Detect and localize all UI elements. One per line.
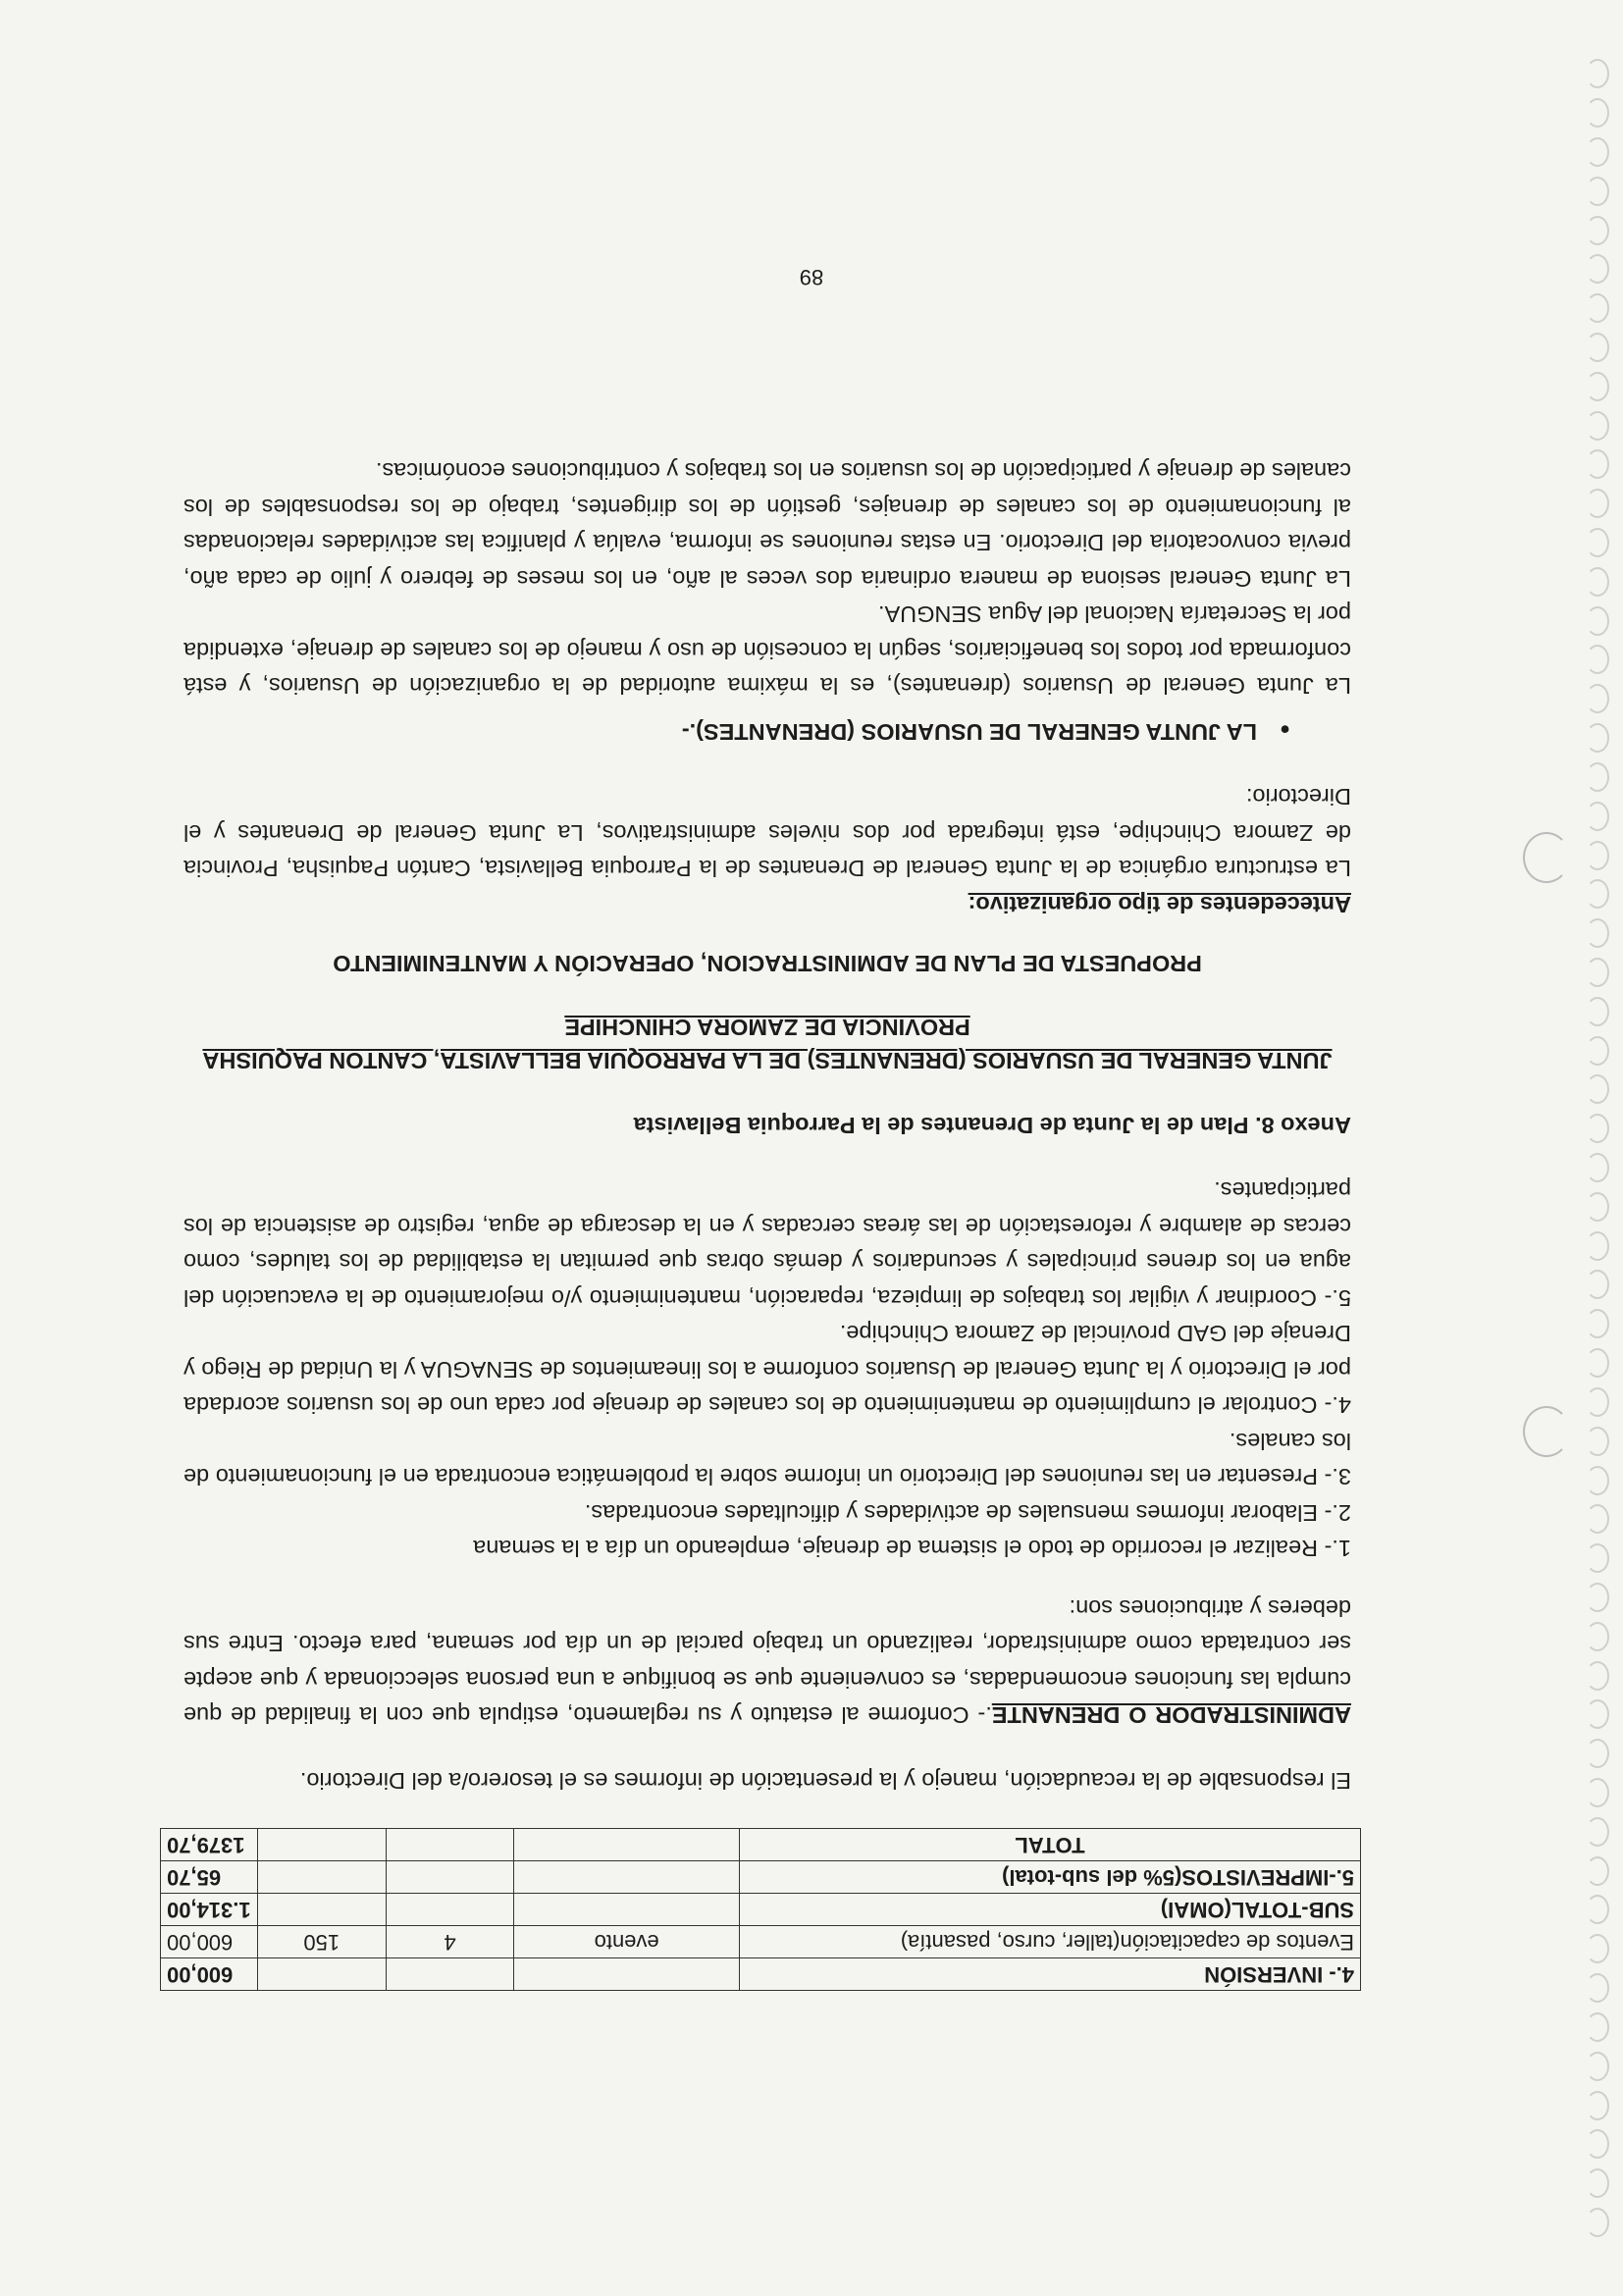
bullet-icon: ● — [1280, 720, 1290, 740]
table-cell-total: 65,70 — [161, 1861, 258, 1894]
table-cell-unit — [514, 1894, 740, 1926]
table-cell-price — [257, 1894, 386, 1926]
binding-ring — [1523, 1406, 1570, 1457]
antecedentes-text: La estructura orgánica de la Junta General de Drenantes de la Parroquia Bellavista, Cantón Paquisha, Provincia de Zamora Chinchipe, está integrada por dos niveles administrativos, La Junta General de Drenantes y el Directorio: — [183, 784, 1351, 882]
spiral-binding — [1570, 59, 1609, 2237]
table-row — [161, 1861, 1361, 1894]
budget-table — [160, 1828, 1361, 1991]
junta-text-1: La Junta General de Usuarios (drenantes), es la máxima autoridad de la organización de Usuarios, y está conformada por todos los beneficiarios, según la concesión de uso y manejo de los canales de drenaje, extendida por la Secretaría Nacional del Agua SENGUA. — [183, 601, 1351, 700]
table-cell-total: 600,00 — [161, 1958, 258, 1991]
table-cell-qty — [386, 1958, 514, 1991]
annex-title: Anexo 8. Plan de la Junta de Drenantes de la Parroquia Bellavista — [633, 1113, 1351, 1138]
responsable-paragraph: El responsable de la recaudación, manejo y la presentación de informes es el tesorero/a del Directorio. — [299, 1768, 1351, 1794]
table-cell-concept: Eventos de capacitación(taller, curso, pasantía) — [739, 1926, 1360, 1958]
junta-text-2: La Junta General sesiona de manera ordinaria dos veces al año, en los meses de febrero y julio de cada año, previa convocatoria del Directorio. En estas reuniones se informa, evalúa y planifica las actividades relacionadas al funcionamiento de los canales de drenajes, gestión de los dirigentes, trabajo de los responsables de los canales de drenaje y participación de los usuarios en los trabajos y contribuciones económicas. — [183, 458, 1351, 592]
admin-label: ADMINISTRADOR O DRENANTE — [991, 1702, 1351, 1729]
table-row — [161, 1829, 1361, 1861]
table-cell-concept: 4.- INVERSIÓN — [739, 1958, 1360, 1991]
table-row — [161, 1926, 1361, 1958]
table-cell-concept: TOTAL — [739, 1829, 1360, 1861]
table-cell-total: 1.314,00 — [161, 1894, 258, 1926]
table-cell-price: 150 — [257, 1926, 386, 1958]
duty-item-3: 3.- Presentar en las reuniones del Directorio un informe sobre la problemática encontrada en el funcionamiento de los canales. — [183, 1429, 1351, 1490]
page-content — [167, 453, 1354, 1991]
binding-ring — [1523, 832, 1570, 883]
table-cell-price — [257, 1861, 386, 1894]
duty-item-2: 2.- Elaborar informes mensuales de actividades y dificultades encontradas. — [584, 1500, 1351, 1526]
admin-text: .- Conforme al estatuto y su reglamento, estipula que con la finalidad de que cumpla las funciones encomendadas, es conveniente que se bonifique a una persona seleccionada y que acepte ser contratada como administrador, realizando un trabajo parcial de un día por semana, para efecto. Entre sus deberes y atribuciones son: — [183, 1595, 1351, 1729]
table-cell-unit — [514, 1958, 740, 1991]
table-row — [161, 1958, 1361, 1991]
table-row — [161, 1894, 1361, 1926]
admin-paragraph — [183, 1591, 1351, 1734]
duty-item-1: 1.- Realizar el recorrido de todo el sistema de drenaje, empleando un día a la semana — [473, 1536, 1351, 1562]
table-cell-unit — [514, 1861, 740, 1894]
page-number: 89 — [799, 265, 824, 289]
table-cell-qty — [386, 1861, 514, 1894]
propuesta-heading: PROPUESTA DE PLAN DE ADMINISTRACION, OPERACIÓN Y MANTENIMIENTO — [333, 951, 1202, 977]
junta-heading-line2: PROVINCIA DE ZAMORA CHINCHIPE — [564, 1015, 970, 1041]
table-cell-qty — [386, 1829, 514, 1861]
table-cell-total: 600,00 — [161, 1926, 258, 1958]
table-cell-unit — [514, 1829, 740, 1861]
table-cell-total: 1379,70 — [161, 1829, 258, 1861]
table-cell-price — [257, 1958, 386, 1991]
duty-item-4: 4.- Controlar el cumplimiento de mantenimiento de los canales de drenaje por cada uno de los usuarios acordada por el Directorio y la Junta General de Usuarios conforme a los lineamientos de SENAGUA y la Unidad de Riego y Drenaje del GAD provincial de Zamora Chinchipe. — [183, 1321, 1351, 1419]
table-cell-concept: 5.-IMPREVISTOS(5% del sub-total) — [739, 1861, 1360, 1894]
junta-bullet — [183, 712, 1290, 751]
table-cell-concept: SUB-TOTAL(OMAI) — [739, 1894, 1360, 1926]
duty-item-5: 5.- Coordinar y vigilar los trabajos de limpieza, reparación, mantenimiento y/o mejoramiento de la evacuación del agua en los drenes principales y secundarios y demás obras que permitan la estabilidad de los taludes, como cercas de alambre y reforestación de las áreas cercadas y en la descarga de agua, registro de asistencia de los participantes. — [183, 1177, 1351, 1311]
junta-bullet-title: LA JUNTA GENERAL DE USUARIOS (DRENANTES).- — [681, 719, 1257, 745]
table-cell-qty — [386, 1894, 514, 1926]
table-cell-qty: 4 — [386, 1926, 514, 1958]
junta-heading-line1: JUNTA GENERAL DE USUARIOS (DRENANTES) DE LA PARROQUIA BELLAVISTA, CANTON PAQUISHA — [202, 1048, 1333, 1074]
table-cell-price — [257, 1829, 386, 1861]
table-cell-unit: evento — [514, 1926, 740, 1958]
antecedentes-title: Antecedentes de tipo organizativo: — [968, 892, 1351, 917]
